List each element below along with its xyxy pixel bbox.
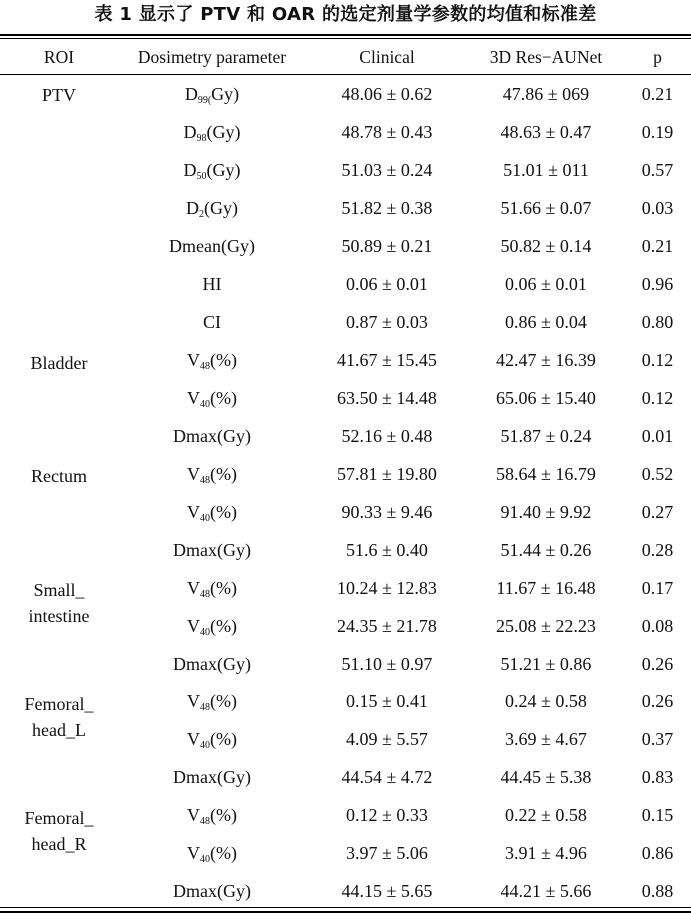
param-d50: $D_{50}(Gy)$	[183, 160, 241, 183]
model-value: 51.87 ± 0.24	[500, 425, 592, 446]
clinical-value: 44.54 ± 4.72	[341, 767, 433, 788]
clinical-value: 63.50 ± 14.48	[337, 387, 437, 408]
table-row	[0, 342, 691, 380]
param-dmax: Dmax(Gy)	[173, 881, 251, 902]
clinical-value: 50.89 ± 0.21	[341, 236, 433, 257]
top-rule-thick	[0, 34, 691, 36]
clinical-value: 4.09 ± 5.57	[346, 729, 428, 750]
table-row	[0, 569, 691, 607]
param-dmax: Dmax(Gy)	[173, 767, 251, 788]
p-value: 0.08	[641, 615, 674, 636]
model-value: 42.47 ± 16.39	[496, 350, 596, 371]
table-row	[0, 455, 691, 493]
dosimetry-table	[0, 40, 691, 911]
param-d99: $D_{99(}Gy$)	[184, 84, 240, 107]
p-value: 0.27	[641, 501, 674, 522]
param-d98: $D_{98}(Gy)$	[183, 122, 241, 145]
model-value: 0.24 ± 0.58	[505, 691, 587, 712]
model-value: 65.06 ± 15.40	[496, 387, 596, 408]
model-value: 47.86 ± 069	[502, 84, 590, 105]
header-row	[0, 40, 691, 74]
clinical-value: 51.6 ± 0.40	[346, 539, 428, 560]
roi-label: Bladder	[30, 352, 88, 373]
param-d2: $D_2(Gy)$	[186, 198, 238, 221]
param-v48: $V_{48}(\%)$	[187, 577, 237, 600]
p-value: 0.12	[641, 350, 674, 371]
header-p: p	[653, 46, 662, 67]
roi-ptv	[0, 74, 118, 342]
bottom-rule-thin	[0, 907, 691, 908]
model-value: 0.86 ± 0.04	[505, 312, 587, 333]
p-value: 0.88	[641, 881, 674, 902]
param-v48: $V_{48}(\%)$	[187, 805, 237, 828]
p-value: 0.03	[641, 198, 674, 219]
header-3d-res-aunet: 3D Res−AUNet	[489, 46, 603, 67]
p-value: 0.21	[641, 236, 674, 257]
clinical-value: 0.06 ± 0.01	[346, 274, 428, 295]
model-value: 3.69 ± 4.67	[505, 729, 587, 750]
header-clinical: Clinical	[359, 46, 415, 67]
param-dmax: Dmax(Gy)	[173, 653, 251, 674]
clinical-value: 52.16 ± 0.48	[341, 425, 433, 446]
param-v48: $V_{48}(\%)$	[187, 350, 237, 373]
model-value: 50.82 ± 0.14	[500, 236, 592, 257]
param-hi: HI	[202, 274, 222, 295]
p-value: 0.21	[641, 84, 674, 105]
p-value: 0.12	[641, 387, 674, 408]
clinical-value: 0.12 ± 0.33	[346, 805, 428, 826]
p-value: 0.57	[641, 160, 674, 181]
model-value: 51.44 ± 0.26	[500, 539, 592, 560]
header-dosimetry-parameter: Dosimetry parameter	[137, 46, 287, 67]
roi-label-line2: head_R	[31, 833, 87, 854]
model-value: 0.22 ± 0.58	[505, 805, 587, 826]
table-row	[0, 797, 691, 835]
model-value: 51.21 ± 0.86	[500, 653, 592, 674]
param-v40: $V_{40}(\%)$	[187, 843, 237, 866]
param-v40: $V_{40}(\%)$	[187, 729, 237, 752]
model-value: 91.40 ± 9.92	[500, 501, 592, 522]
param-v40: $V_{40}(\%)$	[187, 615, 237, 638]
p-value: 0.19	[641, 122, 674, 143]
roi-label-line1: Femoral_	[24, 807, 94, 828]
model-value: 0.06 ± 0.01	[505, 274, 587, 295]
p-value: 0.52	[641, 463, 674, 484]
param-v40: $V_{40}(\%)$	[187, 387, 237, 410]
model-value: 44.45 ± 5.38	[500, 767, 592, 788]
p-value: 0.37	[641, 729, 674, 750]
roi-label: Rectum	[31, 466, 87, 487]
model-value: 51.66 ± 0.07	[500, 198, 592, 219]
param-dmax: Dmax(Gy)	[173, 539, 251, 560]
param-dmean: Dmean(Gy)	[169, 236, 255, 257]
param-dmax: Dmax(Gy)	[173, 425, 251, 446]
clinical-value: 10.24 ± 12.83	[337, 577, 437, 598]
clinical-value: 48.06 ± 0.62	[341, 84, 433, 105]
roi-label-line2: intestine	[28, 606, 90, 627]
model-value: 3.91 ± 4.96	[505, 843, 587, 864]
roi-bladder	[0, 342, 118, 456]
p-value: 0.86	[641, 843, 674, 864]
clinical-value: 57.81 ± 19.80	[337, 463, 437, 484]
param-v48: $V_{48}(\%)$	[187, 691, 237, 714]
model-value: 58.64 ± 16.79	[496, 463, 596, 484]
roi-label: PTV	[41, 85, 76, 105]
p-value: 0.80	[641, 312, 674, 333]
roi-label-line1: Small_	[33, 580, 85, 601]
param-v48: $V_{48}(\%)$	[187, 463, 237, 486]
p-value: 0.26	[641, 691, 674, 712]
model-value: 44.21 ± 5.66	[500, 881, 592, 902]
p-value: 0.28	[641, 539, 674, 560]
param-ci: CI	[203, 312, 221, 333]
clinical-value: 48.78 ± 0.43	[341, 122, 433, 143]
clinical-value: 51.03 ± 0.24	[341, 160, 433, 181]
roi-small-intestine	[0, 569, 118, 683]
top-rule-thin	[0, 38, 691, 39]
header-roi: ROI	[43, 46, 75, 67]
clinical-value: 3.97 ± 5.06	[346, 843, 428, 864]
roi-femoral-head-r	[0, 797, 118, 911]
p-value: 0.15	[641, 805, 674, 826]
clinical-value: 24.35 ± 21.78	[337, 615, 437, 636]
model-value: 51.01 ± 011	[503, 160, 589, 181]
clinical-value: 51.10 ± 0.97	[341, 653, 433, 674]
model-value: 25.08 ± 22.23	[496, 615, 596, 636]
p-value: 0.17	[641, 577, 674, 598]
clinical-value: 0.87 ± 0.03	[346, 312, 428, 333]
p-value: 0.96	[641, 274, 674, 295]
clinical-value: 44.15 ± 5.65	[341, 881, 433, 902]
bottom-rule-thick	[0, 911, 691, 913]
clinical-value: 51.82 ± 0.38	[341, 198, 433, 219]
roi-label-line2: head_L	[32, 720, 86, 740]
table-caption: 表 1 显示了 PTV 和 OAR 的选定剂量学参数的均值和标准差	[94, 4, 597, 25]
p-value: 0.26	[641, 653, 674, 674]
roi-label-line1: Femoral_	[24, 694, 94, 714]
model-value: 11.67 ± 16.48	[496, 577, 596, 598]
clinical-value: 41.67 ± 15.45	[337, 350, 437, 371]
clinical-value: 0.15 ± 0.41	[346, 691, 428, 712]
model-value: 48.63 ± 0.47	[500, 122, 592, 143]
roi-rectum	[0, 455, 118, 569]
param-v40: $V_{40}(\%)$	[187, 501, 237, 524]
roi-femoral-head-l	[0, 683, 118, 797]
clinical-value: 90.33 ± 9.46	[341, 501, 433, 522]
p-value: 0.01	[641, 425, 674, 446]
p-value: 0.83	[641, 767, 674, 788]
table-row	[0, 683, 691, 721]
table-row	[0, 74, 691, 114]
